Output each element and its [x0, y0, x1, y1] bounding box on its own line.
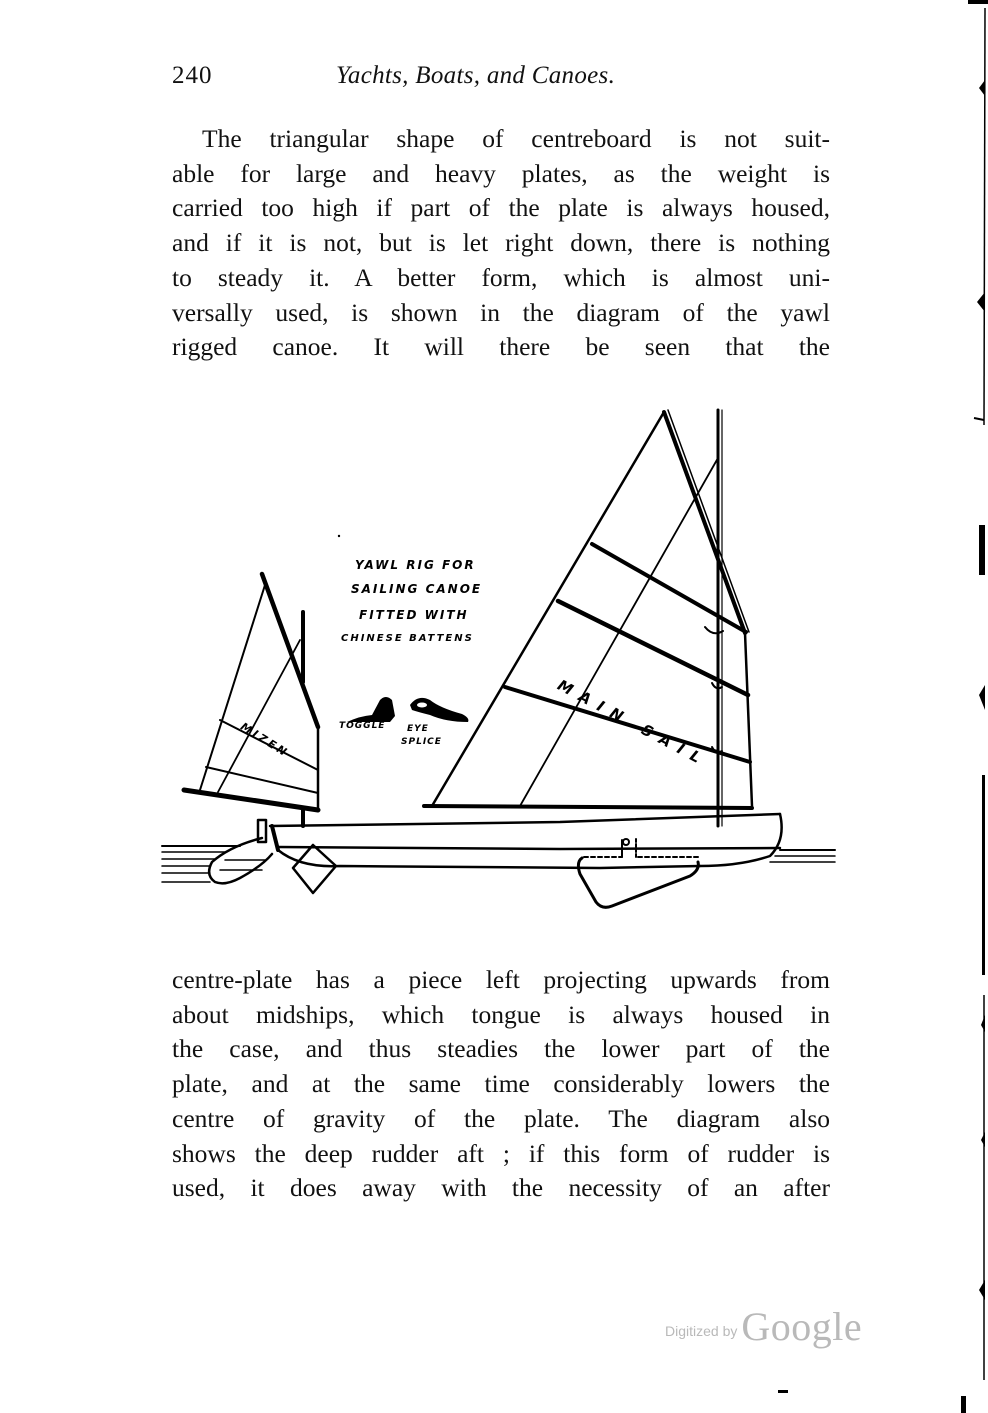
- label-eye: EYE: [407, 724, 429, 734]
- running-title: Yachts, Boats, and Canoes.: [336, 62, 616, 89]
- toggle-icon: [347, 697, 395, 722]
- text-line: the case, and thus steadies the lower part of the: [172, 1034, 830, 1064]
- paragraph-1: [172, 122, 830, 365]
- caption-line: FITTED WITH: [359, 608, 469, 622]
- text-line: used, it does away with the necessity of an after: [172, 1173, 830, 1203]
- label-toggle: TOGGLE: [339, 721, 386, 731]
- label-main-sail: MAIN SAIL: [554, 676, 712, 771]
- digitized-watermark: [665, 1303, 862, 1350]
- eye-splice-icon: [410, 698, 468, 722]
- binding-edge-graphic: [958, 0, 988, 1413]
- text-line: to steady it. A better form, which is almost uni-: [172, 262, 830, 292]
- text-line: shows the deep rudder aft ; if this form of rudder is: [172, 1138, 830, 1168]
- text-line: carried too high if part of the plate is always housed,: [172, 193, 830, 223]
- text-line: centre of gravity of the plate. The diagram also: [172, 1103, 830, 1133]
- paragraph-2: [172, 963, 830, 1206]
- watermark-brand: Google: [741, 1304, 863, 1349]
- scan-mark: [778, 1390, 788, 1393]
- label-mizen: MIZEN: [238, 720, 292, 761]
- text-line: centre-plate has a piece left projecting upwards from: [172, 965, 830, 994]
- text-line: plate, and at the same time considerably lowers the: [172, 1069, 830, 1099]
- yawl-canoe-diagram: [155, 400, 845, 920]
- caption-line: YAWL RIG FOR: [355, 558, 476, 572]
- text-line: and if it is not, but is let right down, there is nothing: [172, 228, 830, 258]
- caption-line: SAILING CANOE: [351, 582, 483, 596]
- page-header: [172, 62, 832, 102]
- text-line: able for large and heavy plates, as the weight is: [172, 158, 830, 188]
- text-line: versally used, is shown in the diagram of the yawl: [172, 297, 830, 327]
- text-line: The triangular shape of centreboard is not suit-: [202, 124, 830, 153]
- page-number: 240: [172, 62, 213, 89]
- canoe-illustration: [155, 400, 845, 920]
- text-line: about midships, which tongue is always housed in: [172, 999, 830, 1029]
- label-splice: SPLICE: [401, 737, 442, 747]
- text-line: rigged canoe. It will there be seen that the: [172, 332, 830, 362]
- caption-line: CHINESE BATTENS: [341, 633, 474, 644]
- page-edge: [958, 0, 988, 1413]
- watermark-prefix: Digitized by: [665, 1323, 738, 1339]
